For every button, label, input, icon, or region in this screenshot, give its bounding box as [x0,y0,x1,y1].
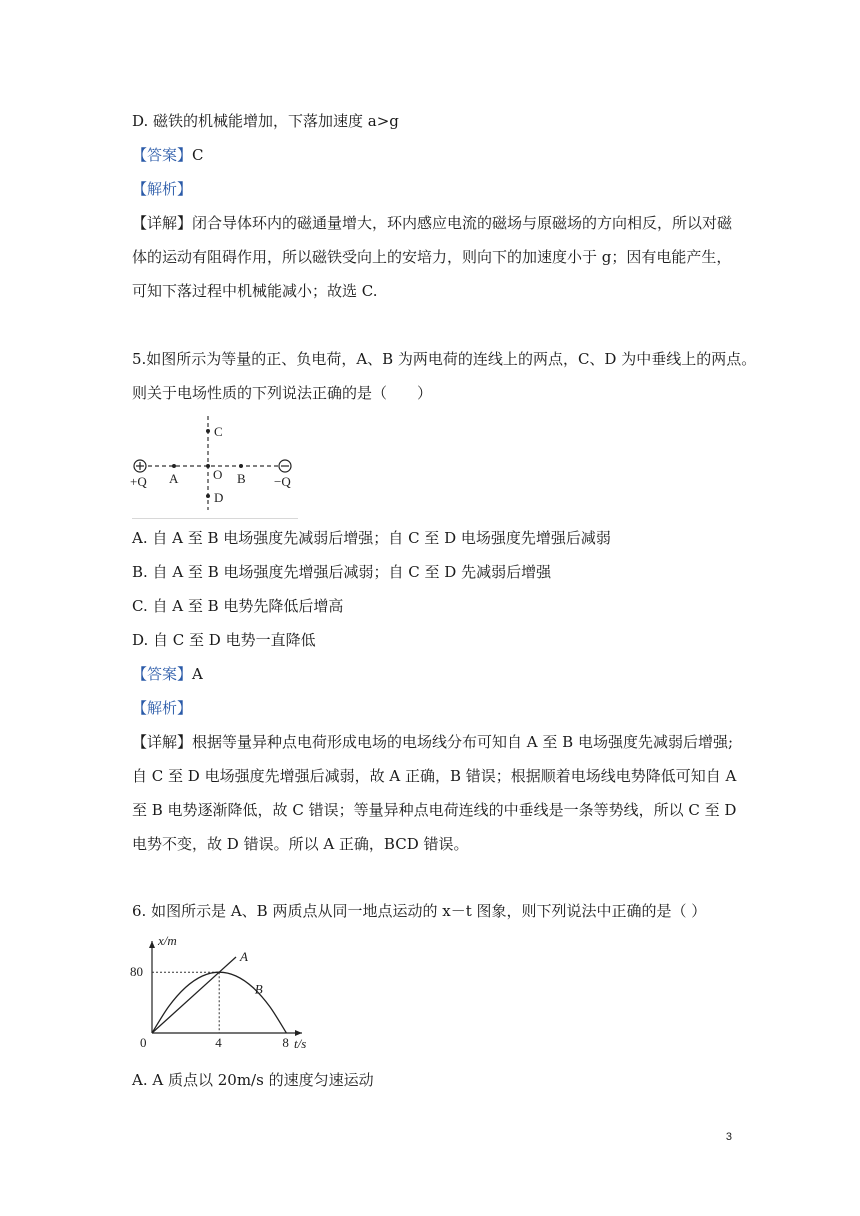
label-b: B [237,471,246,486]
point-o [206,464,210,468]
q5-detail-line-4: 电势不变，故 D 错误。所以 A 正确，BCD 错误。 [132,835,469,853]
label-a: A [169,471,179,486]
q5-detail-line-1: 【详解】根据等量异种点电荷形成电场的电场线分布可知自 A 至 B 电场强度先减弱后增强; [132,733,734,751]
point-a [172,464,176,468]
q5-answer [132,664,203,684]
answer-label: 【答案】 [132,665,193,683]
q4-detail-line-1: 【详解】闭合导体环内的磁通量增大，环内感应电流的磁场与原磁场的方向相反，所以对磁 [132,214,733,232]
q4-detail-line-2: 体的运动有阻碍作用，所以磁铁受向上的安培力，则向下的加速度小于 g；因有电能产生， [132,248,732,266]
answer-value: A [192,665,203,683]
y-axis-label: x/m [158,935,177,948]
y-axis-arrow-icon [149,941,155,948]
q5-option-d: D. 自 C 至 D 电势一直降低 [132,631,316,649]
label-pos-charge: +Q [130,474,147,489]
figure-divider [132,518,298,519]
q5-detail-line-2: 自 C 至 D 电场强度先增强后减弱，故 A 正确，B 错误；根据顺着电场线电势降低可知自 A [132,767,737,785]
negative-charge-icon [279,460,291,472]
x-tick-label-8: 8 [282,1035,289,1050]
answer-label: 【答案】 [132,146,193,164]
detail-label: 【详解】 [132,214,193,232]
q6-option-a: A. A 质点以 20m/s 的速度匀速运动 [132,1071,374,1089]
page-number: 3 [725,1131,732,1143]
q5-analysis-label: 【解析】 [132,699,193,717]
label-c: C [214,424,223,439]
label-d: D [214,490,224,505]
series-a-label: A [240,949,248,964]
x-axis-label: t/s [294,1036,307,1051]
series-a-line [152,957,236,1033]
point-d [206,494,210,498]
label-o: O [213,467,223,482]
q4-answer [132,145,204,165]
point-c [206,429,210,433]
positive-charge-icon [134,460,146,472]
series-b-label: B [254,981,263,997]
point-b [239,464,243,468]
q5-stem-line-2: 则关于电场性质的下列说法正确的是（ ） [132,384,433,402]
y-tick-label-80: 80 [130,964,143,980]
q5-detail-line-3: 至 B 电势逐渐降低，故 C 错误；等量异种点电荷连线的中垂线是一条等势线，所以 C 至 D [132,801,737,819]
detail-label: 【详解】 [132,733,193,751]
q5-stem-line-1: 5.如图所示为等量的正、负电荷，A、B 为两电荷的连线上的两点，C、D 为中垂线上的两点。 [132,350,757,368]
x-tick-label-4: 4 [215,1035,222,1050]
x-tick-label-0: 0 [140,1035,147,1050]
q6-xt-chart [128,935,308,1053]
q4-detail-line-3: 可知下落过程中机械能减小；故选 C. [132,282,378,300]
answer-value: C [192,146,204,164]
q5-charge-diagram [128,414,303,519]
q4-option-d: D. 磁铁的机械能增加，下落加速度 a>g [132,112,399,130]
q4-analysis-label: 【解析】 [132,180,193,198]
q5-option-a: A. 自 A 至 B 电场强度先减弱后增强；自 C 至 D 电场强度先增强后减弱 [132,529,611,547]
label-neg-charge: −Q [274,474,291,489]
q5-option-b: B. 自 A 至 B 电场强度先增强后减弱；自 C 至 D 先减弱后增强 [132,563,552,581]
q5-option-c: C. 自 A 至 B 电势先降低后增高 [132,597,344,615]
q6-stem: 6. 如图所示是 A、B 两质点从同一地点运动的 x－t 图象，则下列说法中正确的是（ ） [132,902,707,920]
